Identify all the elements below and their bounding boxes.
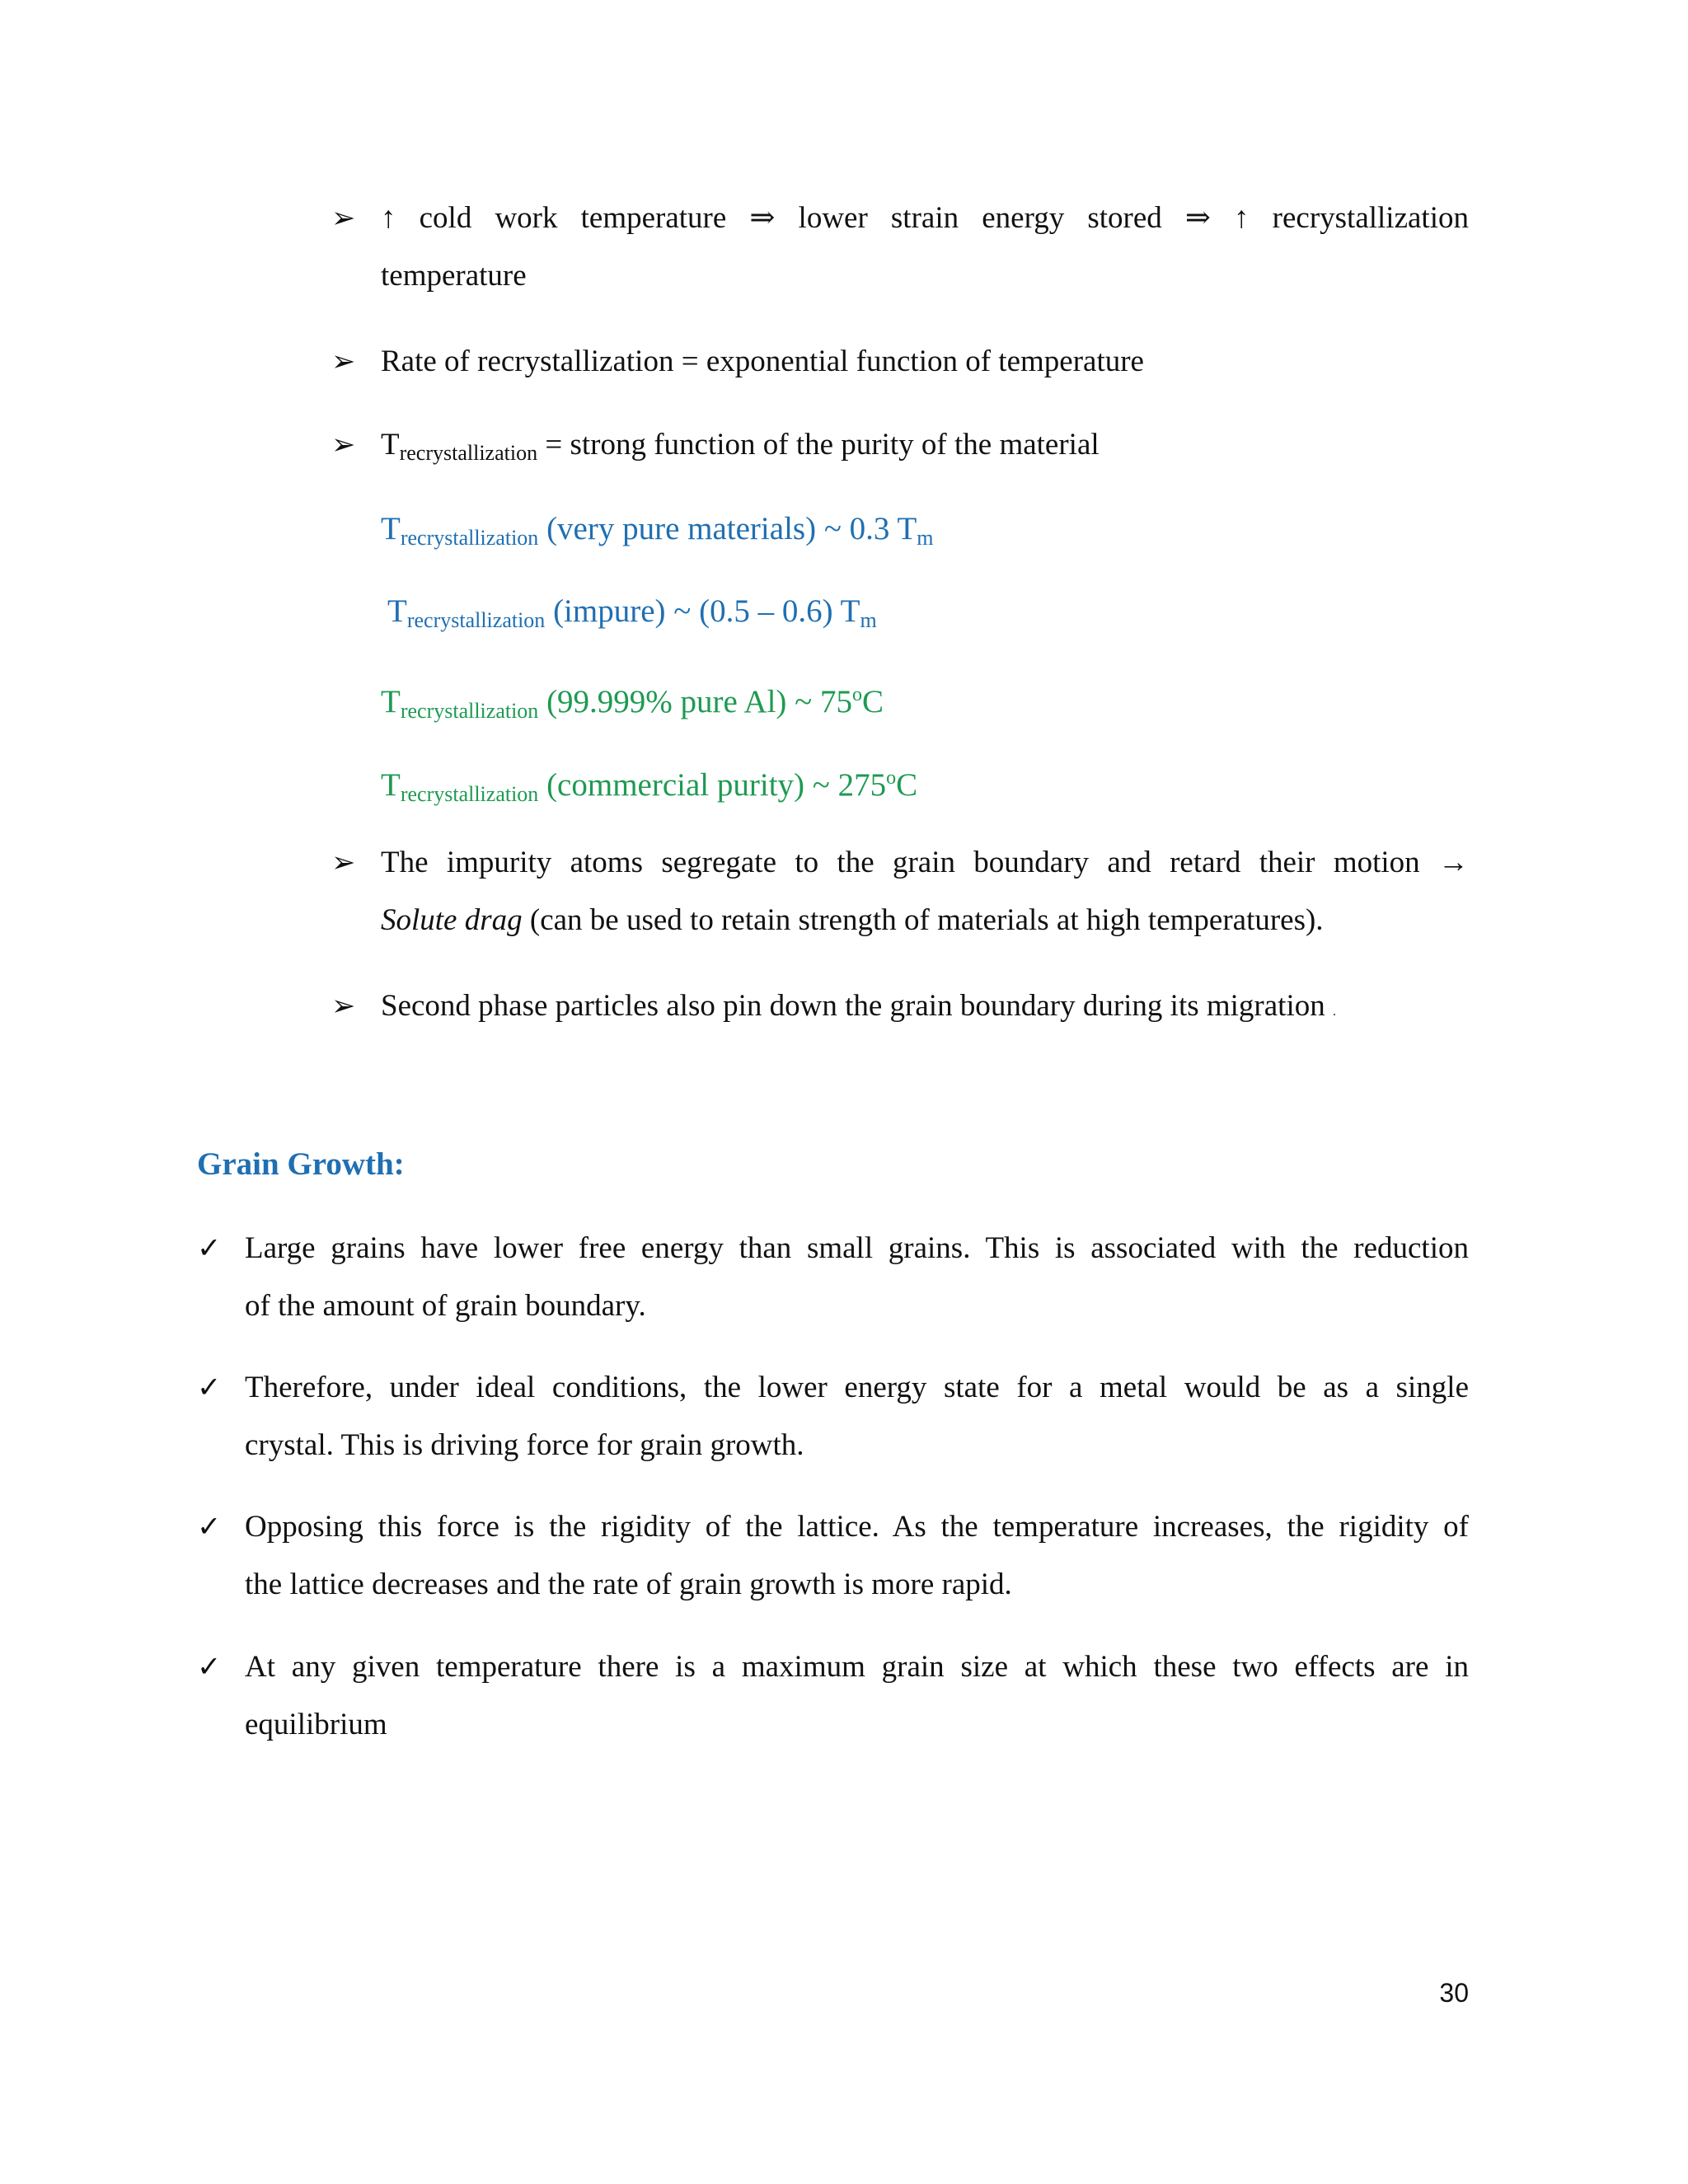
checkmark-icon: ✓ xyxy=(197,1232,222,1264)
list-item xyxy=(197,1220,1469,1335)
bullet-text: Therefore, under ideal conditions, the lower energy state for a metal would be as a single xyxy=(245,1371,1469,1404)
bullet-text: the lattice decreases and the rate of grain growth is more rapid. xyxy=(245,1568,1012,1601)
section-heading: Grain Growth: xyxy=(197,1146,405,1182)
formula-pure-al: $T_{recrystallization}$ (99.999% pure Al) ~ 75$^o$C xyxy=(381,684,884,723)
bullet-text: Solute drag (can be used to retain strength of materials at high temperatures). xyxy=(381,903,1324,937)
page-number: 30 xyxy=(1439,1978,1469,2008)
list-item xyxy=(331,333,1469,391)
solute-drag-term: Solute drag xyxy=(381,903,523,937)
list-item xyxy=(197,1498,1469,1614)
arrow-bullet-icon: ➢ xyxy=(331,429,356,461)
bullet-text: of the amount of grain boundary. xyxy=(245,1289,646,1323)
formula-impure: $T_{recrystallization}$ (impure) ~ (0.5 – 0.6) $T_m$ xyxy=(387,593,877,632)
bullet-text: temperature xyxy=(381,259,527,293)
bullet-text: Large grains have lower free energy than small grains. This is associated with the reduction xyxy=(245,1231,1469,1265)
list-item xyxy=(331,977,1469,1041)
list-item xyxy=(331,834,1469,949)
list-item xyxy=(331,416,1469,482)
list-item xyxy=(197,1359,1469,1474)
list-item xyxy=(197,1638,1469,1754)
bullet-text: At any given temperature there is a maximum grain size at which these two effects are in xyxy=(245,1650,1469,1684)
arrow-bullet-icon: ➢ xyxy=(331,202,356,234)
arrow-bullet-icon: ➢ xyxy=(331,345,356,377)
list-item xyxy=(331,190,1469,305)
checkmark-icon: ✓ xyxy=(197,1511,222,1543)
bullet-text: $T_{recrystallization}$ = strong function of the purity of the material xyxy=(381,428,1100,465)
bullet-text: equilibrium xyxy=(245,1708,387,1741)
bullet-text: ↑ cold work temperature ⇒ lower strain energy stored ⇒ ↑ recrystallization xyxy=(381,201,1469,235)
bullet-text: crystal. This is driving force for grain growth. xyxy=(245,1428,804,1462)
bullet-text: Opposing this force is the rigidity of the lattice. As the temperature increases, the rigidity of xyxy=(245,1510,1469,1544)
checkmark-icon: ✓ xyxy=(197,1651,222,1683)
bullet-text: The impurity atoms segregate to the grain boundary and retard their motion → xyxy=(381,846,1469,879)
bullet-text: Second phase particles also pin down the grain boundary during its migration . xyxy=(381,989,1336,1023)
bullet-text: Rate of recrystallization = exponential function of temperature xyxy=(381,344,1144,378)
formula-commercial-purity: $T_{recrystallization}$ (commercial purity) ~ 275$^o$C xyxy=(381,767,918,806)
arrow-bullet-icon: ➢ xyxy=(331,846,356,879)
formula-pure-materials: $T_{recrystallization}$ (very pure materials) ~ 0.3 $T_m$ xyxy=(381,511,934,550)
checkmark-icon: ✓ xyxy=(197,1371,222,1404)
arrow-bullet-icon: ➢ xyxy=(331,990,356,1022)
